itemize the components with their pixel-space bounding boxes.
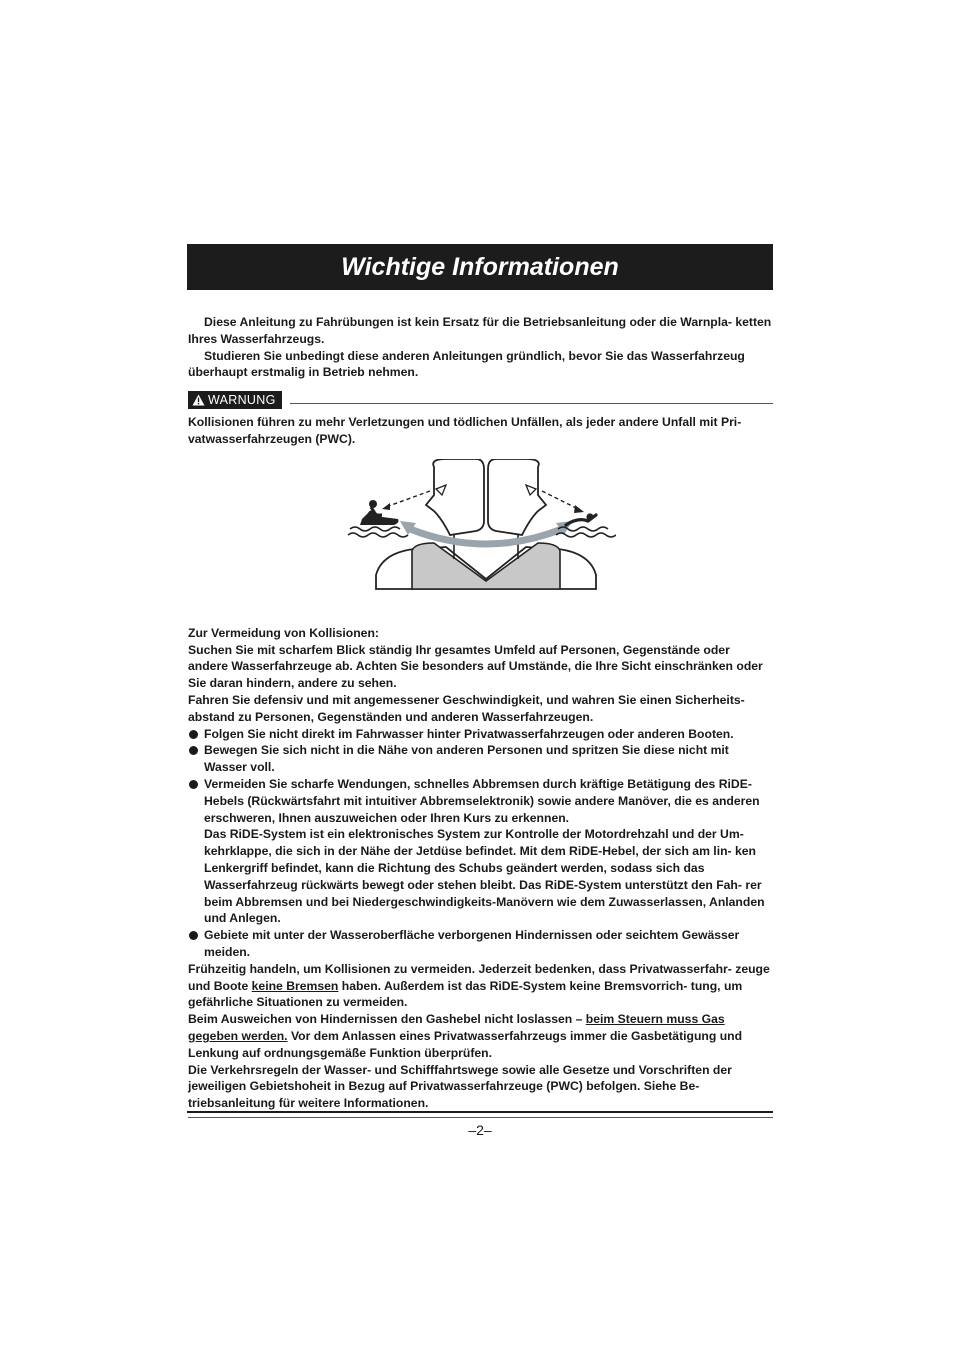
list-item-text: Folgen Sie nicht direkt im Fahrwasser hinter Privatwasserfahrzeugen oder anderen Booten. <box>204 726 734 741</box>
intro-paragraph-1: Diese Anleitung zu Fahrübungen ist kein Ersatz für die Betriebsanleitung oder die Warnpla- ketten Ihres Wasserfahrzeugs. <box>188 315 772 346</box>
warning-header <box>188 390 773 410</box>
warning-badge <box>188 391 282 409</box>
rider-looking-around-figure <box>346 459 616 593</box>
body-paragraph-1: Suchen Sie mit scharfem Blick ständig Ihr gesamtes Umfeld auf Personen, Gegenstände oder andere Wasserfahrzeuge ab. Achten Sie besonders auf Umstände, die Ihre Sicht einschränken oder Sie daran hindern, andere zu sehen. <box>188 642 763 691</box>
underlined-text: keine Bremsen <box>251 978 339 993</box>
section-end-divider <box>188 1117 773 1118</box>
body-paragraph-2: Fahren Sie defensiv und mit angemessener Geschwindigkeit, und wahren Sie einen Sicherheits- abstand zu Personen, Gegenständen und anderen Wasserfahrzeugen. <box>188 692 745 724</box>
list-item-text: Bewegen Sie sich nicht in die Nähe von anderen Personen und spritzen Sie diese nicht mit Wasser voll. <box>204 743 729 775</box>
warning-text: Kollisionen führen zu mehr Verletzungen und tödlichen Unfällen, als jeder andere Unfall mit Pri- vatwasserfahrzeugen (PWC). <box>188 415 742 446</box>
warning-divider <box>290 403 773 404</box>
body-paragraph-5: Die Verkehrsregeln der Wasser- und Schifffahrtswege sowie alle Gesetze und Vorschriften der jeweiligen Gebietshoheit in Bezug auf Privatwasserfahrzeuge (PWC) befolgen. Siehe Be- triebsanleitung für weitere Informationen. <box>188 1062 732 1111</box>
text-run: Vor dem Anlassen eines Privatwasserfahrzeugs immer die Gasbetätigung und Lenkung auf ordnungsgemäße Funktion überprüfen. <box>188 1028 743 1060</box>
intro-paragraph-2: Studieren Sie unbedingt diese anderen Anleitungen gründlich, bevor Sie das Wasserfahrzeug überhaupt erstmalig in Betrieb nehmen. <box>188 348 745 380</box>
list-item <box>188 726 773 743</box>
watercraft-rider-icon <box>360 500 399 525</box>
page-number: –2– <box>468 1122 492 1138</box>
list-item-subtext: Das RiDE-System ist ein elektronisches System zur Kontrolle der Motordrehzahl und der Um- kehrklappe, die sich in der Nähe der Jetdüse befindet. Mit dem RiDE-Hebel, der sich am lin- ken Lenkergriff befindet, kann die Richtung des Schubs geändert werden, sodass sich das Wasserfahrzeug rückwärts bewegt oder stehen bleibt. Das RiDE-System unterstützt den Fah- rer beim Abbremsen und bei Niedergeschwindigkeits-Manövern wie dem Zuwasserlassen, Anlanden und Anlegen. <box>204 827 765 926</box>
section-heading: Zur Vermeidung von Kollisionen: <box>188 625 379 640</box>
list-item-text: Gebiete mit unter der Wasseroberfläche verborgenen Hindernissen oder seichtem Gewässer meiden. <box>204 928 740 959</box>
text-run: Beim Ausweichen von Hindernissen den Gashebel nicht loslassen – <box>188 1012 586 1027</box>
page-content <box>188 314 773 1118</box>
page-title-bar <box>187 244 773 290</box>
intro-section <box>188 314 773 381</box>
collision-avoidance-section <box>188 625 773 1118</box>
page-title: Wichtige Informationen <box>341 252 619 281</box>
underlined-text: beim Steuern muss Gas gegeben werden. <box>188 1012 725 1043</box>
bullet-list <box>188 726 773 961</box>
text-run: Frühzeitig handeln, um Kollisionen zu vermeiden. Jederzeit bedenken, dass Privatwasserfahr- zeuge und Boote <box>188 961 770 993</box>
list-item <box>188 742 773 776</box>
collision-illustration <box>188 459 773 593</box>
list-item <box>188 776 773 927</box>
list-item-text: Vermeiden Sie scharfe Wendungen, schnelles Abbremsen durch kräftige Betätigung des RiDE-Hebels (Rückwärtsfahrt mit intuitiver Abbremselektronik) sowie andere Manöver, die es anderen erschweren, Ihnen auszuweichen oder Ihren Kurs zu erkennen. <box>204 776 760 825</box>
swimmer-icon <box>566 513 596 525</box>
footer-divider <box>187 1111 773 1113</box>
text-run: haben. Außerdem ist das RiDE-System keine Bremsvorrich- tung, um gefährliche Situationen zu vermeiden. <box>188 978 743 1010</box>
list-item <box>188 927 773 961</box>
body-paragraph-4 <box>188 1011 773 1061</box>
body-paragraph-3 <box>188 961 773 1011</box>
warning-label: WARNUNG <box>208 392 276 407</box>
warning-triangle-icon <box>192 394 205 406</box>
